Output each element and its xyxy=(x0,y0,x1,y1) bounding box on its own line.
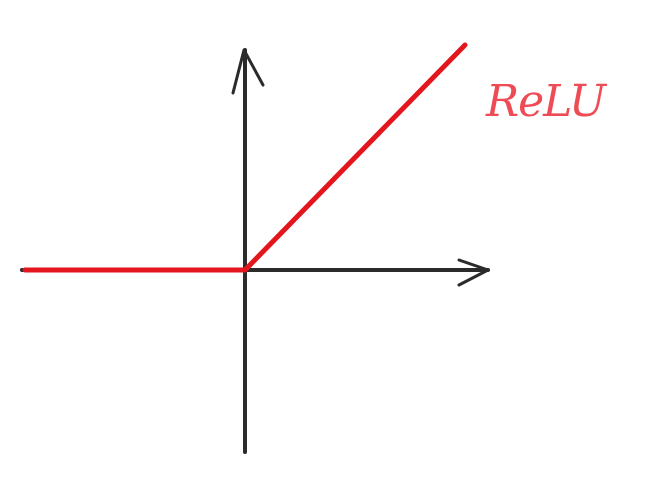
relu-label: ReLU xyxy=(486,76,606,127)
x-axis-arrowhead xyxy=(459,260,488,285)
relu-series-segment-2 xyxy=(245,45,465,270)
axes xyxy=(22,50,488,452)
y-axis-arrowhead xyxy=(233,50,263,93)
